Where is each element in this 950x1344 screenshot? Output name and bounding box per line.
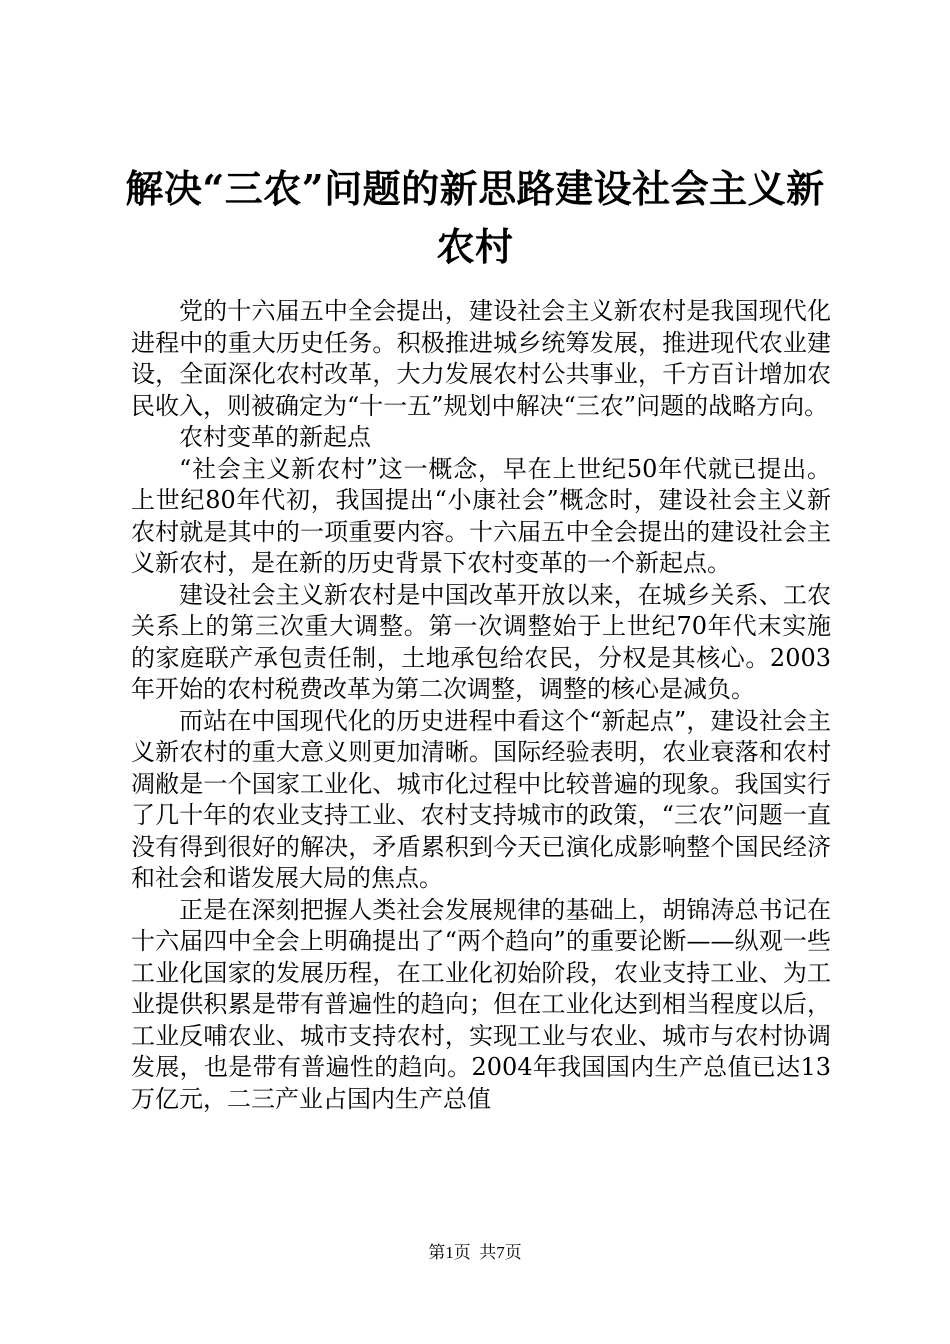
paragraph: 而站在中国现代化的历史进程中看这个“新起点”，建设社会主义新农村的重大意义则更加清晰。国际经验表明，农业衰落和农村凋敝是一个国家工业化、城市化过程中比较普遍的现象。我国实行了几十年的农业支持工业、农村支持城市的政策，“三农”问题一直没有得到很好的解决，矛盾累积到今天已演化成影响整个国民经济和社会和谐发展大局的焦点。 — [131, 706, 831, 892]
document-title: 解决“三农”问题的新思路建设社会主义新农村 — [125, 166, 825, 269]
paragraph: 正是在深刻把握人类社会发展规律的基础上，胡锦涛总书记在十六届四中全会上明确提出了“两个趋向”的重要论断——纵观一些工业化国家的发展历程，在工业化初始阶段，农业支持工业、为工业提供积累是带有普遍性的趋向；但在工业化达到相当程度以后，工业反哺农业、城市支持农村，实现工业与农业、城市与农村协调发展，也是带有普遍性的趋向。2004年我国国内生产总值已达13万亿元，二三产业占国内生产总值 — [131, 895, 831, 1113]
page-number: 第1页 — [428, 1243, 471, 1262]
paragraph: 党的十六届五中全会提出，建设社会主义新农村是我国现代化进程中的重大历史任务。积极推进城乡统筹发展，推进现代农业建设，全面深化农村改革，大力发展农村公共事业，千方百计增加农民收入，则被确定为“十一五”规划中解决“三农”问题的战略方向。 — [131, 297, 831, 420]
section-heading: 农村变革的新起点 — [179, 423, 371, 451]
document-body — [131, 296, 831, 1115]
page-total: 共7页 — [479, 1243, 522, 1262]
paragraph: 建设社会主义新农村是中国改革开放以来，在城乡关系、工农关系上的第三次重大调整。第一次调整始于上世纪70年代末实施的家庭联产承包责任制，土地承包给农民，分权是其核心。2003年开始的农村税费改革为第二次调整，调整的核心是减负。 — [131, 580, 831, 703]
paragraph: “社会主义新农村”这一概念，早在上世纪50年代就已提出。上世纪80年代初，我国提出“小康社会”概念时，建设社会主义新农村就是其中的一项重要内容。十六届五中全会提出的建设社会主义新农村，是在新的历史背景下农村变革的一个新起点。 — [131, 454, 831, 577]
page-footer — [0, 1243, 950, 1263]
